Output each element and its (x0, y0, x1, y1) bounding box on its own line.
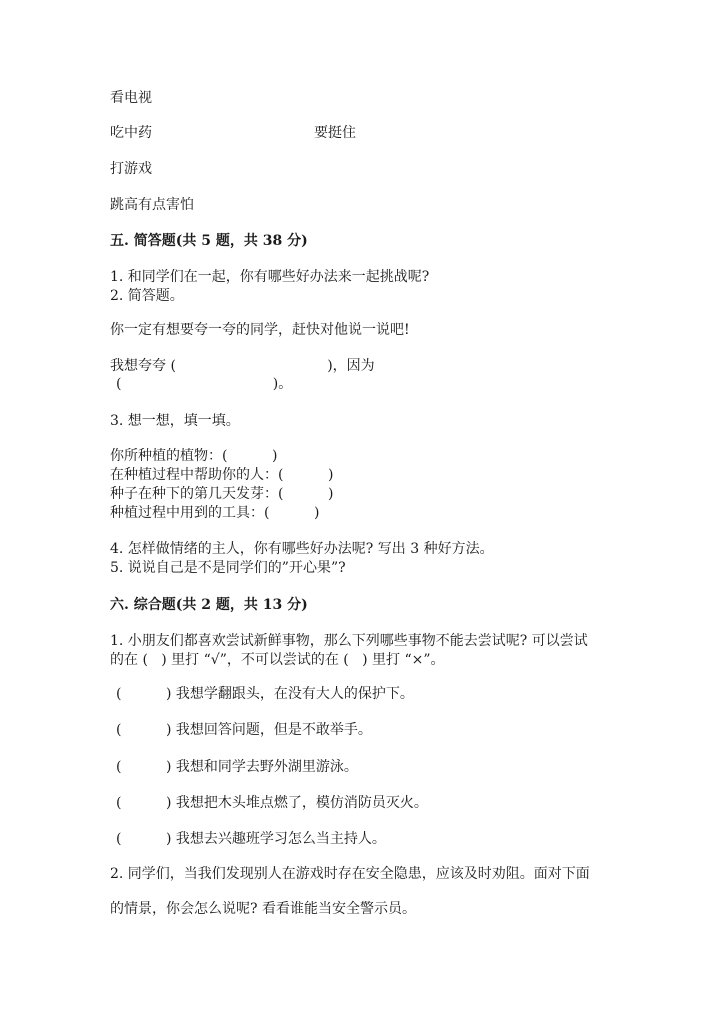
section5-q2: 2. 简答题。 (110, 288, 184, 304)
section6-option-3: ( ) 我想和同学去野外湖里游泳。 (116, 759, 358, 775)
list-item-medicine: 吃中药 (110, 125, 152, 141)
section6-option-2: ( ) 我想回答问题，但是不敢举手。 (116, 722, 372, 738)
section5-q2-prompt: 你一定有想要夸一夸的同学，赶快对他说一说吧! (110, 322, 410, 338)
section5-q2-fill1: 我想夸夸 ( )，因为 (110, 358, 375, 374)
list-item-endure: 要挺住 (314, 125, 356, 141)
section6-q1-line2: 的在 ( ) 里打 “√”，不可以尝试的在 ( ) 里打 “×”。 (110, 652, 445, 668)
section5-q5: 5. 说说自己是不是同学们的”开心果”? (110, 560, 346, 576)
section6-q2-line2: 的情景，你会怎么说呢? 看看谁能当安全警示员。 (110, 901, 416, 917)
section6-q1-line1: 1. 小朋友们都喜欢尝试新鲜事物，那么下列哪些事物不能去尝试呢? 可以尝试 (110, 633, 588, 649)
section6-option-4: ( ) 我想把木头堆点燃了，模仿消防员灭火。 (116, 795, 428, 811)
list-item-watch-tv: 看电视 (110, 90, 152, 106)
section5-q3-line3: 种子在种下的第几天发芽：( ) (110, 486, 334, 502)
section5-q3-line2: 在种植过程中帮助你的人：( ) (110, 467, 334, 483)
section6-option-5: ( ) 我想去兴趣班学习怎么当主持人。 (116, 831, 386, 847)
section5-q3-line1: 你所种植的植物：( ) (110, 448, 278, 464)
section6-title: 六. 综合题(共 2 题，共 13 分) (110, 597, 308, 613)
section5-q1: 1. 和同学们在一起，你有哪些好办法来一起挑战呢? (110, 269, 430, 285)
section5-q2-fill2: ( )。 (116, 376, 293, 392)
section5-title: 五. 简答题(共 5 题，共 38 分) (110, 233, 308, 249)
section5-q3-line4: 种植过程中用到的工具：( ) (110, 505, 320, 521)
section5-q4: 4. 怎样做情绪的主人，你有哪些好办法呢? 写出 3 种好方法。 (110, 541, 494, 557)
section6-option-1: ( ) 我想学翻跟头，在没有大人的保护下。 (116, 686, 414, 702)
section6-q2-line1: 2. 同学们，当我们发现别人在游戏时存在安全隐患，应该及时劝阻。面对下面 (110, 866, 590, 882)
list-item-games: 打游戏 (110, 161, 152, 177)
list-item-high-jump: 跳高有点害怕 (110, 197, 194, 213)
section5-q3: 3. 想一想，填一填。 (110, 413, 240, 429)
